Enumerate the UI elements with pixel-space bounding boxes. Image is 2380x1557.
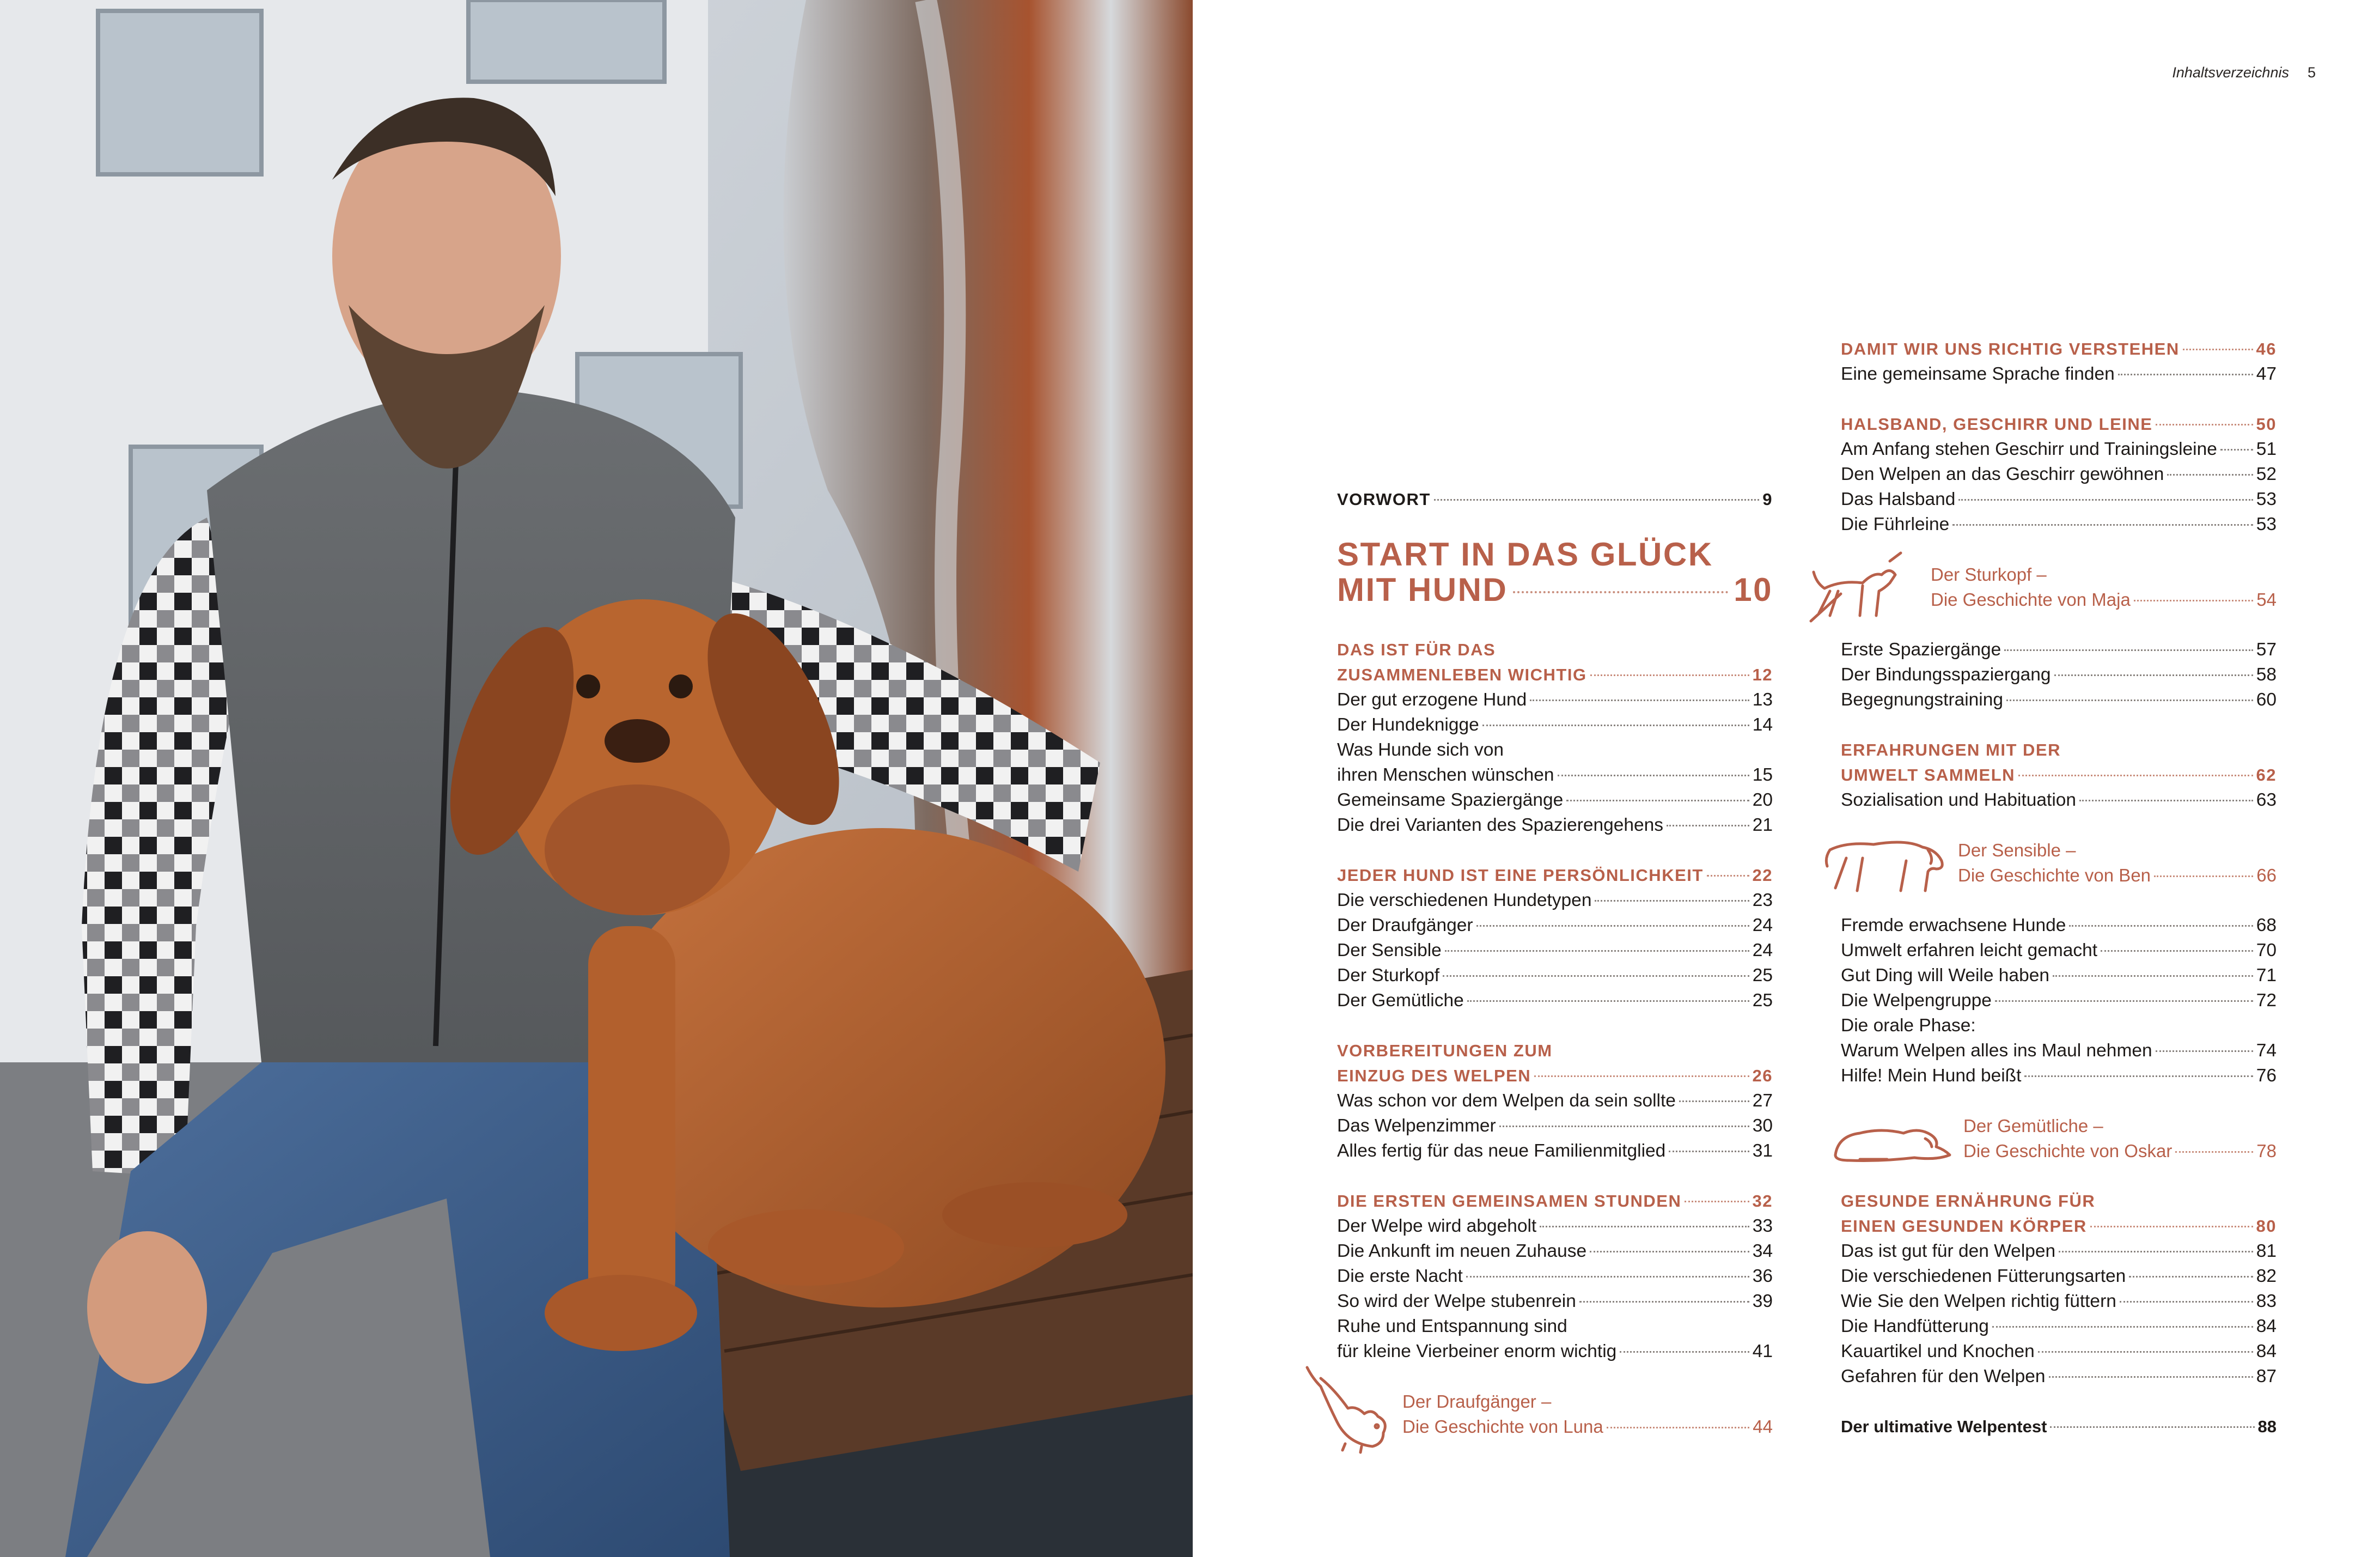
toc-entry[interactable]: Das Welpenzimmer 30 [1337,1116,1773,1136]
toc-section[interactable]: DAS IST FÜR DAS [1337,640,1496,659]
toc-part-title[interactable]: START IN DAS GLÜCK [1337,536,1713,573]
toc-section[interactable]: EINZUG DES WELPEN 26 [1337,1066,1773,1085]
toc-section[interactable]: ZUSAMMENLEBEN WICHTIG 12 [1337,665,1773,684]
toc-entry[interactable]: Der Welpe wird abgeholt 33 [1337,1216,1773,1236]
toc-entry[interactable]: ihren Menschen wünschen 15 [1337,765,1773,785]
toc-entry[interactable]: Gefahren für den Welpen 87 [1841,1366,2277,1386]
toc-entry[interactable]: Der Sensible 24 [1337,940,1773,960]
puppy-draufgaenger-icon [1296,1357,1394,1455]
toc-entry[interactable]: Kauartikel und Knochen 84 [1841,1341,2277,1361]
toc-entry[interactable]: Fremde erwachsene Hunde 68 [1841,915,2277,935]
toc-entry[interactable]: Die Handfütterung 84 [1841,1316,2277,1336]
toc-entry[interactable]: Begegnungstraining 60 [1841,690,2277,710]
toc-entry[interactable]: Der Draufgänger 24 [1337,915,1773,935]
toc-entry[interactable]: Die erste Nacht 36 [1337,1266,1773,1286]
toc-entry[interactable]: Erste Spaziergänge 57 [1841,640,2277,660]
toc-story[interactable]: Der Gemütliche – [1963,1116,2103,1136]
toc-section[interactable]: HALSBAND, GESCHIRR UND LEINE 50 [1841,415,2277,434]
toc-section[interactable]: VORBEREITUNGEN ZUM [1337,1041,1553,1060]
toc-entry[interactable]: Ruhe und Entspannung sind [1337,1316,1567,1336]
toc-entry[interactable]: So wird der Welpe stubenrein 39 [1337,1291,1773,1311]
toc-entry[interactable]: Eine gemeinsame Sprache finden 47 [1841,364,2277,384]
toc-entry[interactable]: Die verschiedenen Fütterungsarten 82 [1841,1266,2277,1286]
toc-entry[interactable]: Die Führleine 53 [1841,514,2277,534]
toc-entry[interactable]: Am Anfang stehen Geschirr und Trainingsleine 51 [1841,439,2277,459]
toc-entry-welpentest[interactable]: Der ultimative Welpentest 88 [1841,1417,2277,1436]
toc-entry[interactable]: Der Bindungsspaziergang 58 [1841,665,2277,685]
dog-gemuetliche-icon [1827,1117,1958,1171]
toc-story[interactable]: Die Geschichte von Oskar 78 [1963,1141,2277,1161]
toc-entry[interactable]: Die verschiedenen Hundetypen 23 [1337,890,1773,910]
toc-entry[interactable]: Was schon vor dem Welpen da sein sollte 27 [1337,1091,1773,1111]
running-header [2172,64,2316,81]
toc-story[interactable]: Der Draufgänger – [1402,1391,1552,1412]
toc-page [1193,0,2380,1557]
toc-entry[interactable]: Gut Ding will Weile haben 71 [1841,965,2277,986]
toc-section[interactable]: DAMIT WIR UNS RICHTIG VERSTEHEN 46 [1841,339,2277,358]
toc-entry[interactable]: Warum Welpen alles ins Maul nehmen 74 [1841,1041,2277,1061]
toc-story[interactable]: Die Geschichte von Ben 66 [1958,865,2277,885]
toc-entry[interactable]: Die Welpengruppe 72 [1841,990,2277,1011]
toc-entry[interactable]: Wie Sie den Welpen richtig füttern 83 [1841,1291,2277,1311]
toc-entry[interactable]: Alles fertig für das neue Familienmitglied 31 [1337,1141,1773,1161]
toc-entry[interactable]: Die orale Phase: [1841,1015,1976,1036]
toc-entry[interactable]: für kleine Vierbeiner enorm wichtig 41 [1337,1341,1773,1361]
dog-sensible-icon [1824,828,1950,899]
toc-section[interactable]: UMWELT SAMMELN 62 [1841,765,2277,784]
toc-entry[interactable]: Die drei Varianten des Spazierengehens 21 [1337,815,1773,835]
toc-entry[interactable]: Den Welpen an das Geschirr gewöhnen 52 [1841,464,2277,484]
toc-entry[interactable]: Das Halsband 53 [1841,489,2277,509]
running-header-title: Inhaltsverzeichnis [2172,64,2289,81]
toc-section[interactable]: ERFAHRUNGEN MIT DER [1841,740,2061,759]
toc-entry[interactable]: Der gut erzogene Hund 13 [1337,690,1773,710]
toc-story[interactable]: Der Sturkopf – [1931,564,2047,585]
toc-entry[interactable]: Was Hunde sich von [1337,740,1504,760]
toc-section[interactable]: JEDER HUND IST EINE PERSÖNLICHKEIT 22 [1337,866,1773,885]
toc-entry[interactable]: Der Gemütliche 25 [1337,990,1773,1011]
toc-entry[interactable]: Umwelt erfahren leicht gemacht 70 [1841,940,2277,960]
dog-sturkopf-icon [1808,550,1906,627]
toc-entry[interactable]: Der Sturkopf 25 [1337,965,1773,986]
toc-story[interactable]: Die Geschichte von Luna 44 [1402,1416,1773,1437]
toc-section[interactable]: DIE ERSTEN GEMEINSAMEN STUNDEN 32 [1337,1191,1773,1211]
toc-section[interactable]: GESUNDE ERNÄHRUNG FÜR [1841,1191,2096,1211]
toc-entry[interactable]: Hilfe! Mein Hund beißt 76 [1841,1066,2277,1086]
toc-section[interactable]: EINEN GESUNDEN KÖRPER 80 [1841,1217,2277,1236]
toc-entry[interactable]: VORWORT 9 [1337,490,1773,509]
toc-part-title[interactable]: MIT HUND 10 [1337,571,1773,608]
page-number: 5 [2307,64,2316,81]
toc-story[interactable]: Der Sensible – [1958,840,2076,860]
toc-entry[interactable]: Der Hundeknigge 14 [1337,715,1773,735]
toc-entry[interactable]: Das ist gut für den Welpen 81 [1841,1241,2277,1261]
toc-story[interactable]: Die Geschichte von Maja 54 [1931,589,2277,610]
toc-entry[interactable]: Sozialisation und Habituation 63 [1841,790,2277,810]
toc-entry[interactable]: Die Ankunft im neuen Zuhause 34 [1337,1241,1773,1261]
toc-entry[interactable]: Gemeinsame Spaziergänge 20 [1337,790,1773,810]
